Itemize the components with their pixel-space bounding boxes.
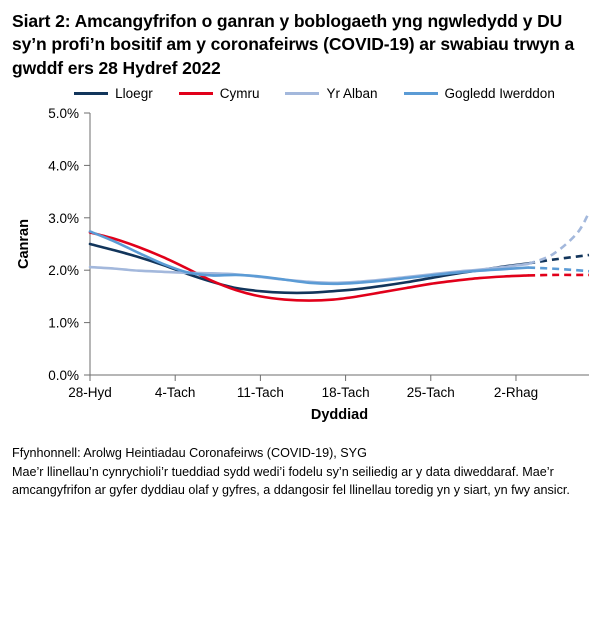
line-chart [12, 103, 601, 433]
footnote-source: Ffynhonnell: Arolwg Heintiadau Coronafeirws (COVID-19), SYG [12, 445, 367, 460]
chart-plot-area [12, 103, 601, 433]
series-line-lloegr [90, 244, 528, 293]
chart-footnote [12, 445, 601, 500]
y-axis-tick-label: 2.0% [48, 262, 79, 278]
legend-item-lloegr [74, 86, 153, 101]
legend-swatch-cymru [179, 92, 213, 95]
x-axis-tick-label: 28-Hyd [68, 384, 112, 400]
y-axis-title: Canran [16, 218, 32, 269]
x-axis-tick-label: 25-Tach [406, 384, 455, 400]
page-title: Siart 2: Amcangyfrifon o ganran y boblogaeth yng ngwledydd y DU sy’n profi’n bositif am y coronafeirws (COVID-19) ar swabiau trwyn a gwddf ers 28 Hydref 2022 [12, 11, 575, 78]
legend-item-cymru [179, 86, 260, 101]
legend-label-cymru: Cymru [219, 85, 260, 101]
legend-label-yr-alban: Yr Alban [326, 85, 378, 101]
series-line-dashed-lloegr [528, 255, 589, 263]
series-line-dashed-cymru [528, 275, 589, 276]
x-axis-tick-label: 2-Rhag [493, 384, 539, 400]
series-line-dashed-gogledd-iwerddon [528, 267, 589, 271]
legend-label-lloegr: Lloegr [115, 85, 153, 101]
y-axis-tick-label: 4.0% [48, 158, 79, 174]
legend-item-gogledd-iwerddon [404, 86, 555, 101]
x-axis-tick-label: 18-Tach [321, 384, 370, 400]
y-axis-tick-label: 1.0% [48, 315, 79, 331]
x-axis-title: Dyddiad [310, 406, 369, 423]
chart-legend [12, 86, 601, 101]
legend-label-gogledd-iwerddon: Gogledd Iwerddon [444, 85, 555, 101]
y-axis-tick-label: 0.0% [48, 367, 79, 383]
legend-swatch-lloegr [74, 92, 108, 95]
series-line-cymru [90, 232, 528, 300]
y-axis-tick-label: 5.0% [48, 105, 79, 121]
x-axis-tick-label: 4-Tach [154, 384, 196, 400]
legend-item-yr-alban [285, 86, 377, 101]
legend-swatch-yr-alban [285, 92, 319, 95]
legend-swatch-gogledd-iwerddon [404, 92, 438, 95]
series-line-gogledd-iwerddon [90, 231, 528, 283]
y-axis-tick-label: 3.0% [48, 210, 79, 226]
footnote-note: Mae’r llinellau’n cynrychioli’r tueddiad sydd wedi’i fodelu sy’n seiliedig ar y data diweddaraf. Mae’r amcangyfrifon ar gyfer dyddiau olaf y gyfres, a ddangosir fel llinellau toredig yn y siart, yn fwy ansicr. [12, 464, 570, 497]
x-axis-tick-label: 11-Tach [236, 384, 284, 400]
